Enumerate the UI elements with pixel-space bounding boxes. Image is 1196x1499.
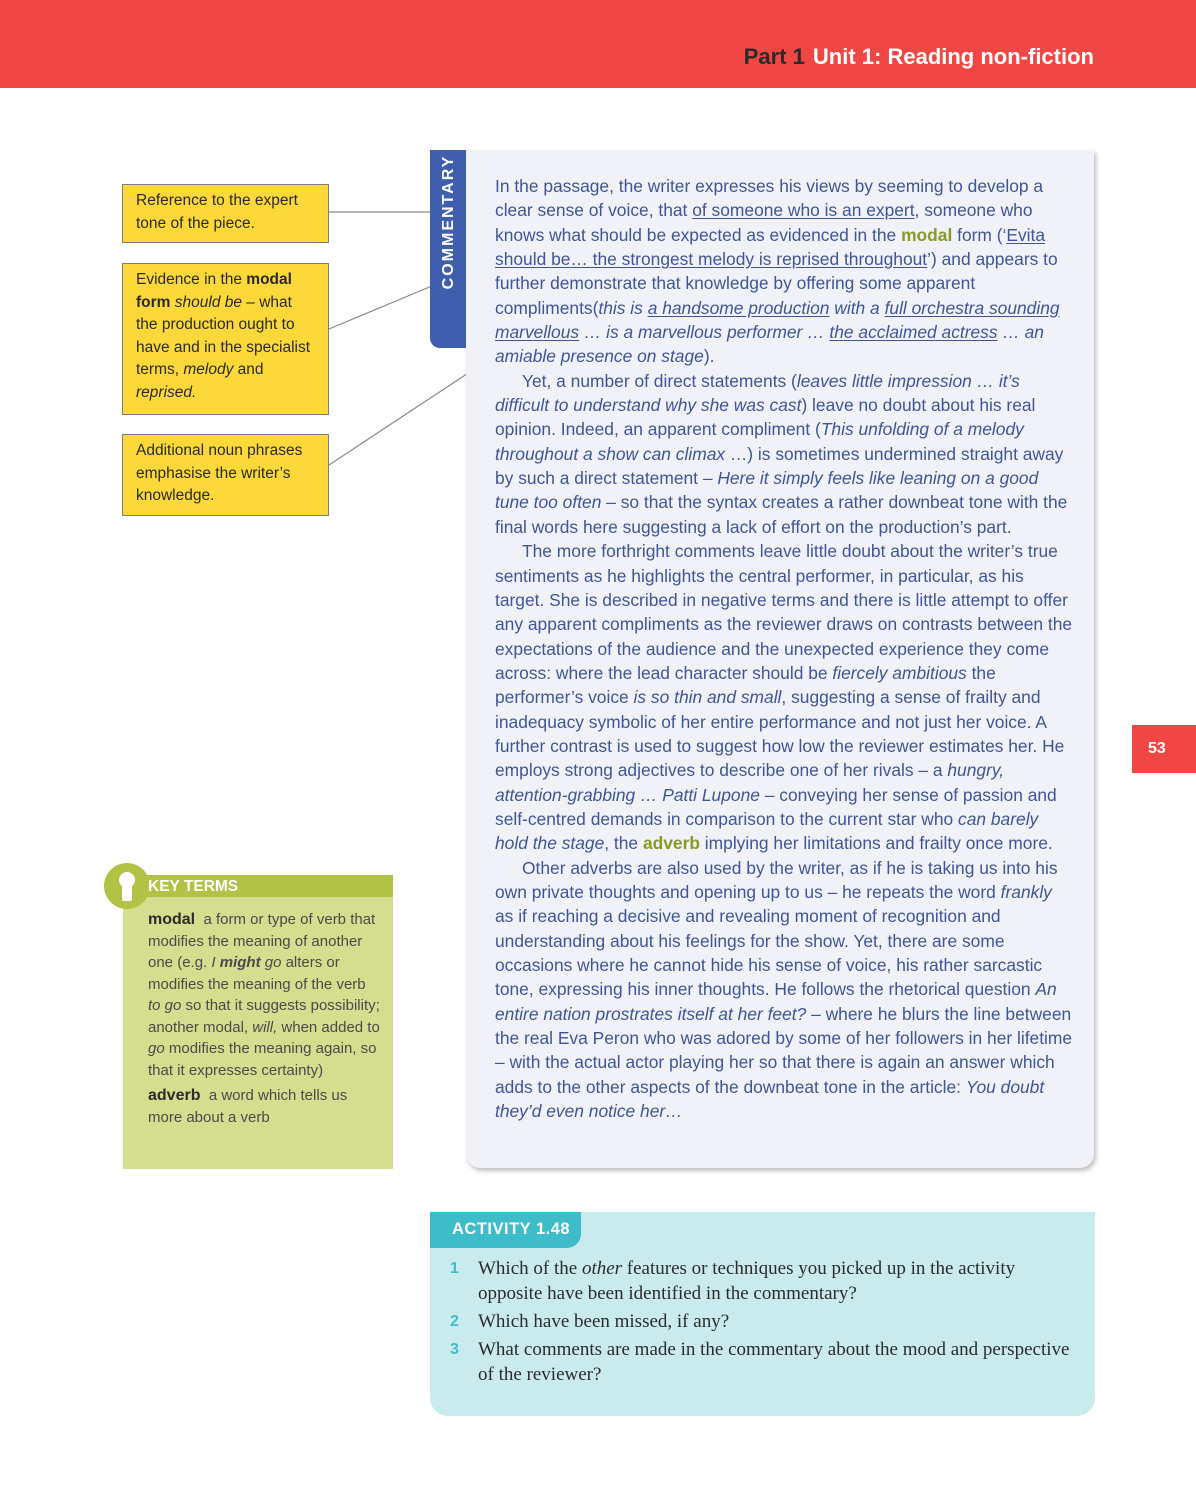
page-number: 53: [1132, 725, 1196, 773]
annotation-text: and: [233, 361, 264, 378]
annotation-quote: should be: [174, 293, 242, 311]
definition-adverb: adverb a word which tells us more about a verb: [148, 1087, 348, 1126]
commentary-label: COMMENTARY: [440, 154, 457, 290]
term-adverb: adverb: [148, 1087, 201, 1104]
underlined-quote: Evita should be… the strongest melody is reprised throughout: [495, 224, 1046, 270]
annotation-text: Additional noun phrases emphasise the writer’s knowledge.: [136, 442, 303, 504]
annotation-text: Reference to the expert tone of the piece.: [136, 192, 298, 232]
activity-number: 3: [450, 1341, 459, 1358]
commentary-paragraph-1: In the passage, the writer expresses his views by seeming to develop a clear sense of voice, that of someone who is an expert, someone who knows what should be expected as evidenced in the modal form (‘Evita should be… the strongest melody is reprised throughout’) and appears to further demonstrate that knowledge by offering some apparent compliments(this is a handsome production with a full orchestra sounding marvellous … is a marvellous performer … the acclaimed actress … an amiable presence on stage).: [495, 176, 1060, 367]
underlined-quote: of someone who is an expert: [692, 200, 915, 221]
key-terms-definitions: [148, 909, 380, 1132]
activity-item: 2 Which have been missed, if any?: [450, 1311, 730, 1332]
activity-item: 1 Which of the other features or techniques you picked up in the activity opposite have been identified in the commentary?: [450, 1258, 1016, 1304]
annotation-text: Evidence in the: [136, 271, 247, 288]
annotation-term: modal form: [136, 271, 292, 311]
activity-list: [450, 1256, 1070, 1390]
activity-title: ACTIVITY 1.48: [452, 1220, 571, 1238]
key-term-modal: modal: [901, 224, 953, 245]
commentary-text: [495, 174, 1075, 1123]
underlined-quote: a handsome production: [647, 297, 830, 318]
underlined-quote: full orchestra sounding marvellous: [495, 297, 1060, 343]
activity-number: 2: [450, 1313, 459, 1330]
key-terms-title: KEY TERMS: [148, 878, 239, 895]
activity-number: 1: [450, 1260, 459, 1277]
commentary-paragraph-3: The more forthright comments leave little doubt about the writer’s true sentiments as he highlights the central performer, in particular, as his target. She is described in negative terms and there is little attempt to offer any apparent compliments as the reviewer draws on contrasts between the expectations of the audience and the unexpected experience they come across: where the lead character should be fiercely ambitious the performer’s voice is so thin and small, suggesting a sense of frailty and inadequacy symbolic of her entire performance and not just her voice. A further contrast is used to suggest how low the reviewer estimates her. He employs strong adjectives to describe one of her rivals – a hungry, attention-grabbing … Patti Lupone – conveying her sense of passion and self-centred demands in comparison to the current star who can barely hold the stage, the adverb implying her limitations and frailty once more.: [495, 541, 1073, 854]
header-part: Part 1: [743, 44, 805, 69]
commentary-paragraph-2: Yet, a number of direct statements (leaves little impression … it’s difficult to understand why she was cast) leave no doubt about his real opinion. Indeed, an apparent compliment (This unfolding of a melody throughout a show can climax …) is sometimes undermined straight away by such a direct statement – Here it simply feels like leaning on a good tune too often – so that the syntax creates a rather downbeat tone with the final words here suggesting a lack of effort on the production’s part.: [495, 370, 1068, 537]
header-unit: Unit 1: Reading non-fiction: [812, 44, 1094, 69]
annotation-quote: melody: [183, 361, 234, 378]
key-term-adverb: adverb: [642, 833, 700, 854]
commentary-paragraph-4: Other adverbs are also used by the writer, as if he is taking us into his own private thoughts and opening up to us – he repeats the word frankly as if reaching a decisive and revealing moment of recognition and understanding about his feelings for the show. Yet, there are some occasions where he cannot hide his sense of voice, his rather sarcastic tone, expressing his inner thoughts. He follows the rhetorical question An entire nation prostrates itself at her feet? – where he blurs the line between the real Eva Peron who was adored by some of her followers in her lifetime – with the actual actor playing her so that there is again an answer which adds to the other aspects of the downbeat tone in the article: You doubt they’d even notice her…: [495, 857, 1073, 1122]
underlined-quote: the acclaimed actress: [829, 322, 998, 343]
keyhole-icon: [104, 863, 150, 909]
annotation-text: – what the production ought to have and in the specialist terms,: [136, 293, 311, 378]
term-modal: modal: [148, 911, 196, 928]
activity-item: 3 What comments are made in the commentary about the mood and perspective of the reviewer?: [450, 1339, 1070, 1385]
annotation-quote: reprised.: [136, 383, 197, 401]
definition-modal: modal a form or type of verb that modifies the meaning of another one (e.g. I might go alters or modifies the meaning of the verb to go so that it suggests possibility; another modal, will, when added to go modifies the meaning again, so that it expresses certainty): [148, 911, 380, 1079]
